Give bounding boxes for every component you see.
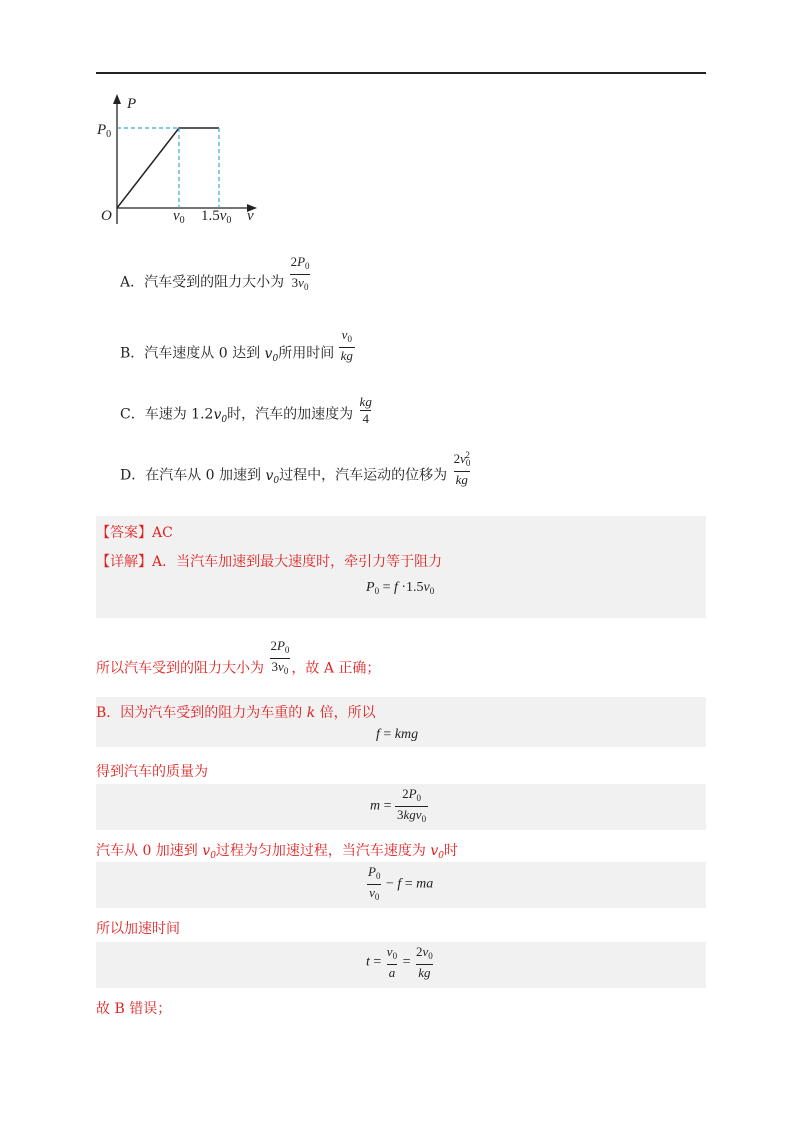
v0-label: $v_0$ <box>173 208 185 226</box>
option-b-var: $v_0$ <box>264 345 279 364</box>
detail-label: 【详解】 <box>96 554 152 570</box>
option-c <box>120 394 374 431</box>
option-d-var: $v_0$ <box>265 467 280 486</box>
conclusion-a-suffix: ，故 A 正确； <box>291 660 381 677</box>
header-rule <box>96 72 706 74</box>
b-prefix: B．因为汽车受到的阻力为车重的 <box>96 705 307 721</box>
time-line: 所以加速时间 <box>96 921 180 937</box>
equation-1: $P_0 = f \cdot 1.5v_0$ <box>366 580 435 596</box>
option-b-prefix: B．汽车速度从 0 达到 <box>120 345 265 362</box>
answer-value: AC <box>152 525 173 541</box>
option-b <box>120 327 355 372</box>
b-line <box>96 702 376 722</box>
equation-5: t = $\frac{v_0}{a}$ = $\frac{2v_0}{kg}$ <box>366 944 433 980</box>
x-axis-label: v <box>247 208 254 224</box>
option-c-fraction: $\frac{kg}{4}$ <box>359 394 372 426</box>
equation-2: f = kmg <box>376 727 419 742</box>
origin-label: O <box>101 208 112 224</box>
option-b-fraction: $\frac{v_0}{kg}$ <box>340 327 353 363</box>
option-c-var: $v_0$ <box>213 406 228 425</box>
equation-3: m = $\frac{2P_0}{3kgv_0}$ <box>370 786 428 827</box>
equation-4: $\frac{P_0}{v_0}$ − f = ma <box>366 864 433 905</box>
equation-3-fraction: $\frac{2P_0}{3kgv_0}$ <box>395 786 428 827</box>
answer-line <box>96 522 173 542</box>
conclusion-b: 故 B 错误； <box>96 1001 172 1017</box>
b-suffix: 倍，所以 <box>315 705 376 721</box>
uniform-var-2: $v_0$ <box>430 843 445 861</box>
power-curve <box>117 128 219 208</box>
detail-text: A．当汽车加速到最大速度时，牵引力等于阻力 <box>152 554 443 570</box>
uniform-mid: 过程为匀加速过程，当汽车速度为 <box>215 843 431 859</box>
detail-line <box>96 551 442 571</box>
b-var: k <box>306 705 316 721</box>
uniform-prefix: 汽车从 0 加速到 <box>96 843 203 859</box>
uniform-suffix: 时 <box>444 843 459 859</box>
option-c-suffix: 时，汽车的加速度为 <box>227 406 354 423</box>
option-a <box>120 254 312 303</box>
answer-label: 【答案】 <box>96 525 152 541</box>
option-d-suffix: 过程中，汽车运动的位移为 <box>279 467 448 484</box>
y-axis-label: P <box>127 96 137 112</box>
power-velocity-graph <box>95 90 265 230</box>
option-d-prefix: D．在汽车从 0 加速到 <box>120 467 266 484</box>
equation-5-fraction-1: $\frac{v_0}{a}$ <box>386 944 398 980</box>
option-d <box>120 450 472 496</box>
equation-4-fraction: $\frac{P_0}{v_0}$ <box>366 864 382 905</box>
option-b-suffix: 所用时间 <box>278 345 335 362</box>
option-a-fraction: $\frac{2P_0}{3v_0}$ <box>289 254 312 295</box>
uniform-var: $v_0$ <box>202 843 216 861</box>
option-d-fraction: $\frac{2v_0^2}{kg}$ <box>453 450 471 487</box>
option-c-prefix: C．车速为 1.2 <box>120 406 214 423</box>
conclusion-a-fraction: $\frac{2P_0}{3v_0}$ <box>268 638 291 679</box>
conclusion-a <box>96 638 381 689</box>
mass-line: 得到汽车的质量为 <box>96 764 208 780</box>
v15-label: $1.5v_0$ <box>201 208 232 226</box>
option-a-text: A．汽车受到的阻力大小为 <box>120 274 285 291</box>
p0-label: $P_0$ <box>97 122 112 140</box>
y-axis-arrow <box>113 94 121 104</box>
conclusion-a-prefix: 所以汽车受到的阻力大小为 <box>96 660 264 677</box>
equation-5-fraction-2: $\frac{2v_0}{kg}$ <box>415 944 433 980</box>
uniform-line <box>96 840 458 861</box>
